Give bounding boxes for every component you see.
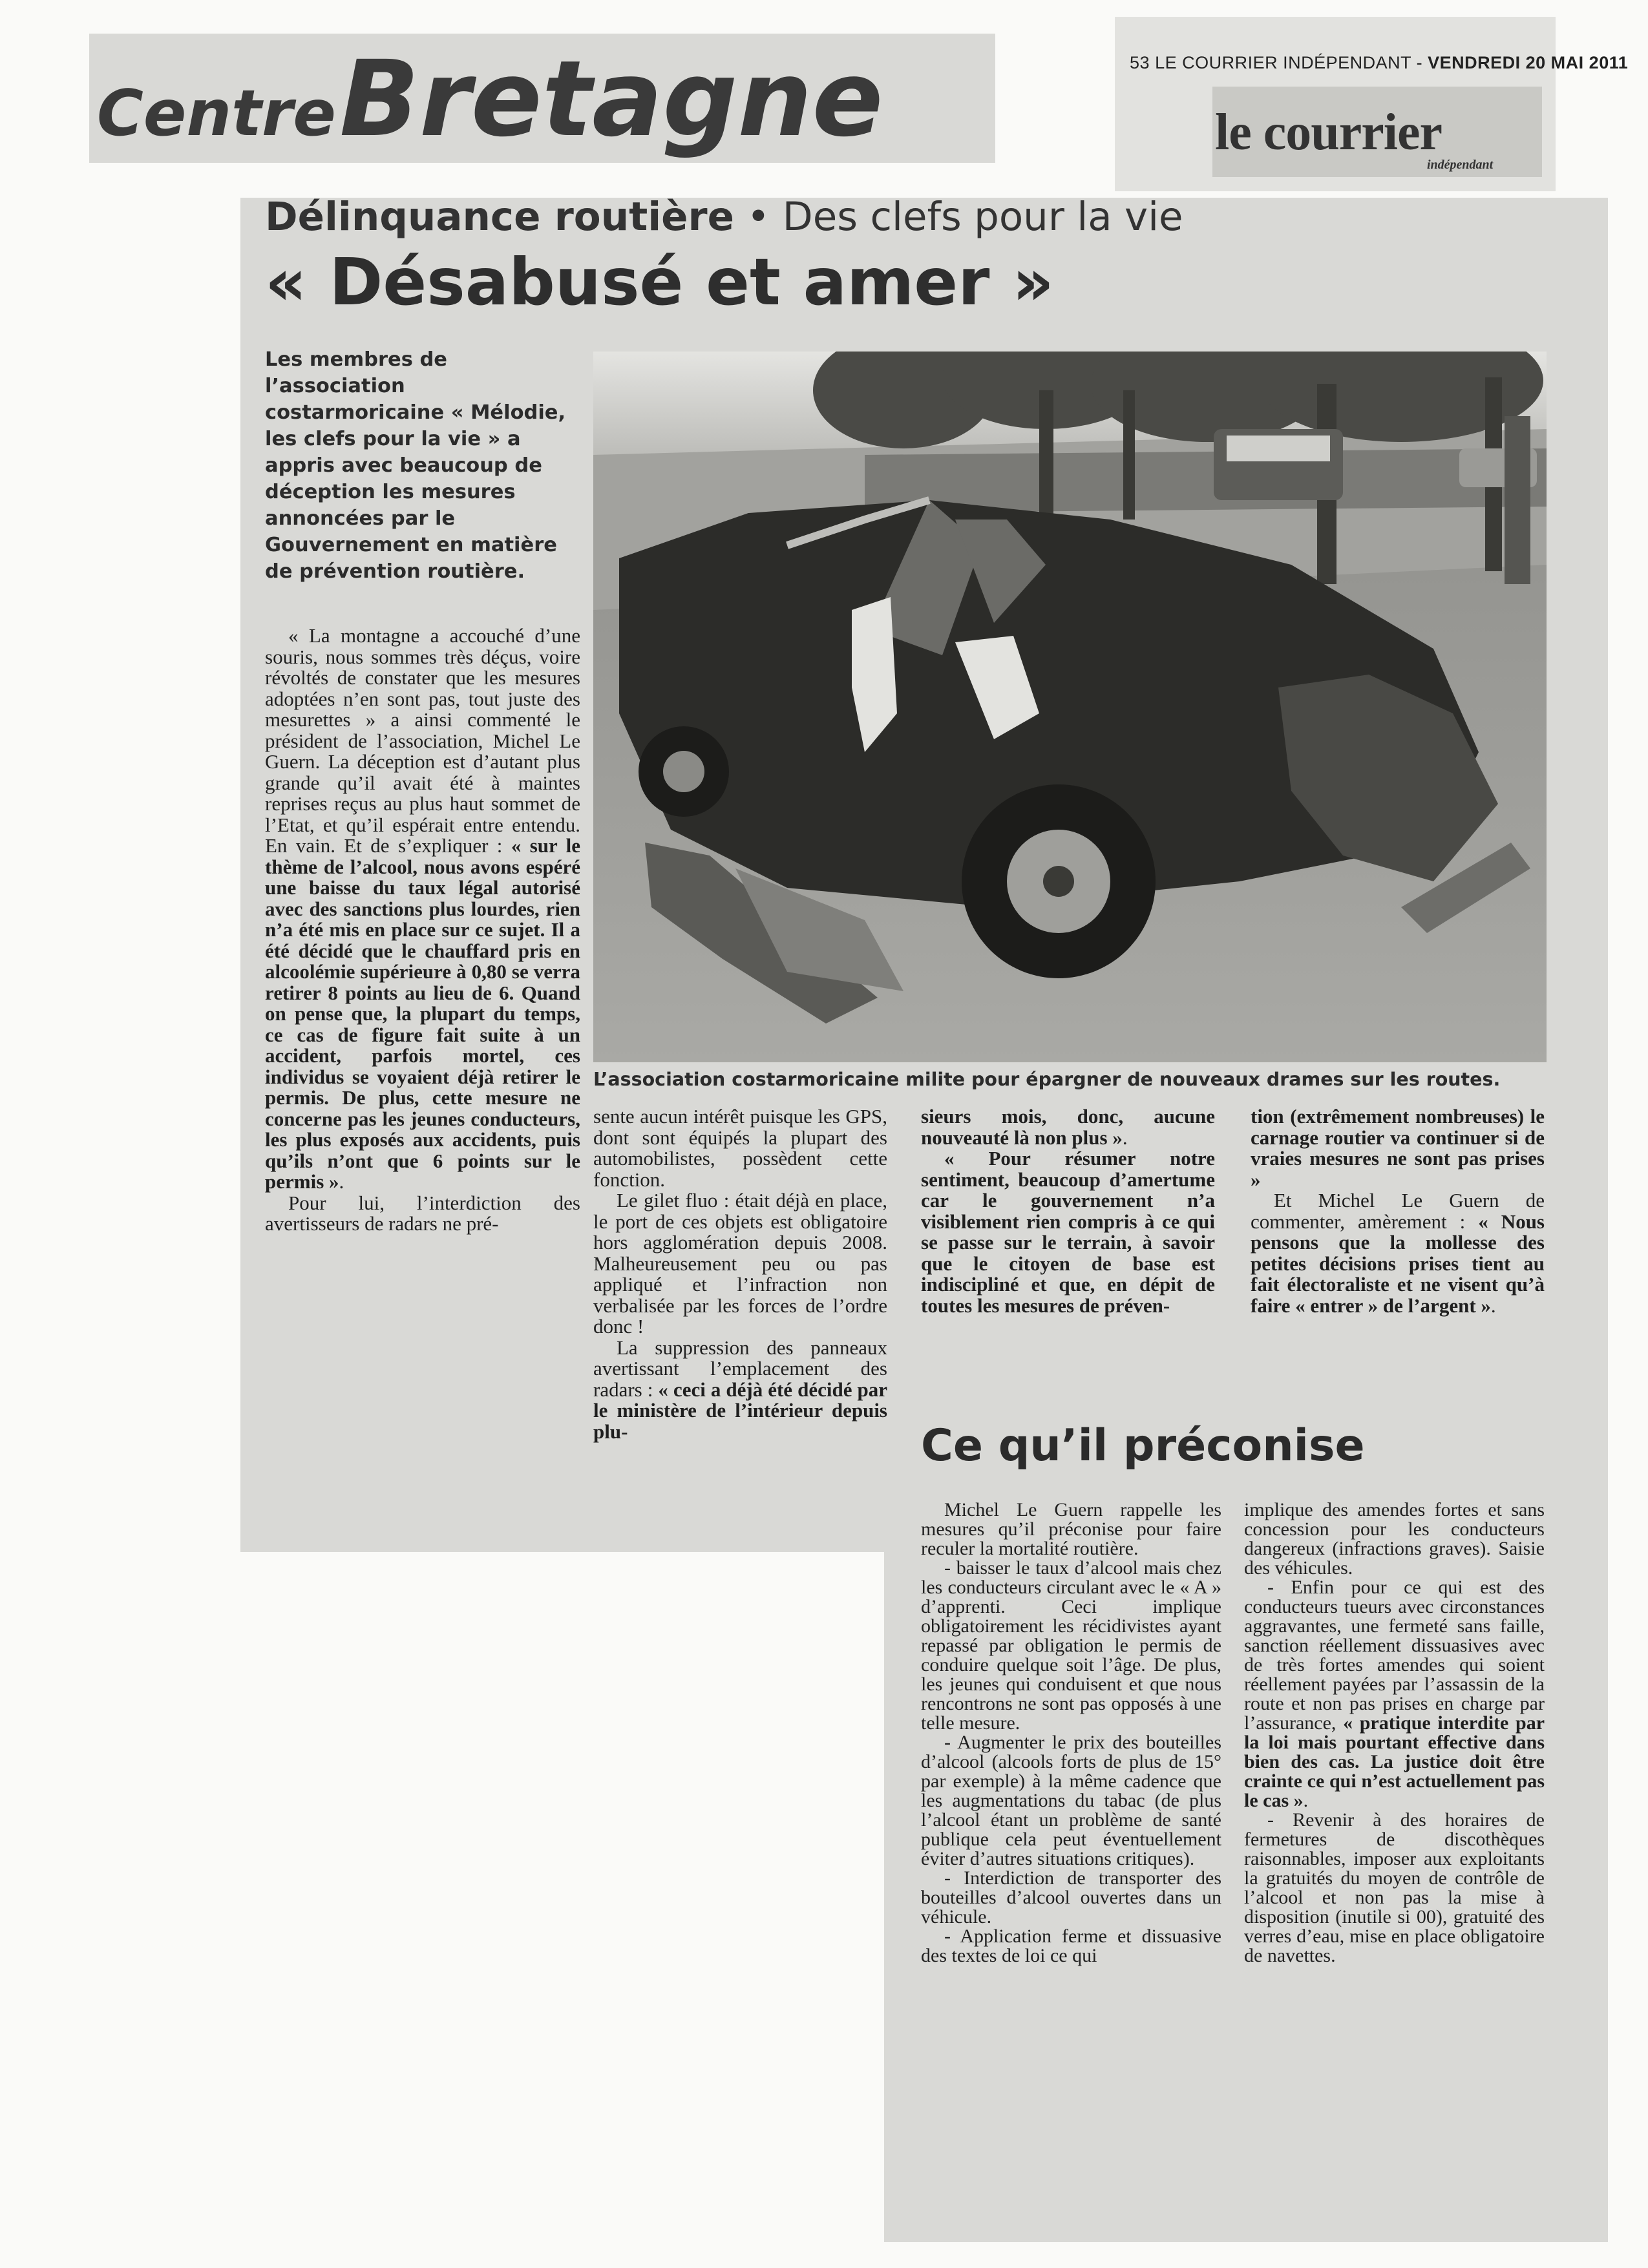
section-title-big: Bretagne — [339, 39, 883, 160]
paragraph-end: . — [1122, 1126, 1128, 1149]
text-column-4 — [1251, 1106, 1545, 1316]
paragraph: - baisser le taux d’alcool mais chez les conducteurs circulant avec le « A » d’apprenti. Ceci implique obligatoirement les récidivistes ayant repassé par obligation le permis de conduire quelque soit l’âge. De plus, les jeunes qui conduisent et que nous rencontrons ne sont pas opposés à une telle mesure. — [921, 1557, 1221, 1734]
paragraph: - Revenir à des horaires de fermetures de discothèques raisonnables, imposer aux exploitants la gratuités du moyen de contrôle de l’alcool et non pas la mise à disposition (inutile si 00), gratuité des verres d’eau, mise en place obligatoire de navettes. — [1244, 1809, 1545, 1966]
paragraph — [1251, 1190, 1545, 1316]
publication-line: LE COURRIER INDÉPENDANT - — [1155, 53, 1428, 72]
paragraph-quote: « sur le thème de l’alcool, nous avons espéré une baisse du taux légal autorisé avec des sanctions plus lourdes, rien n’a été mis en place sur ce sujet. Il a été décidé que le chauffard pris en alcoolémie supérieure à 0,80 se verra retirer 8 points au lieu de 6. Quand on pense que, la plupart du temps, ce cas de figure fait suite à un accident, parfois mortel, ces individus se voyaient déjà retirer le permis. De plus, cette mesure ne concerne pas les jeunes conducteurs, les plus exposés aux accidents, puis qu’ils n’ont que 6 points sur le permis » — [265, 834, 580, 1193]
publication-date: VENDREDI 20 MAI 2011 — [1428, 53, 1629, 72]
paragraph-end: . — [1303, 1790, 1309, 1811]
newspaper-logo-sub: indépendant — [1427, 158, 1494, 172]
paragraph-text: Et Michel Le Guern de commenter, amèrement : — [1251, 1189, 1545, 1233]
paragraph: Pour lui, l’interdiction des avertisseurs de radars ne pré- — [265, 1191, 580, 1235]
text-column-5 — [921, 1500, 1221, 1966]
text-column-1 — [265, 625, 580, 1235]
article-lead: Les membres de l’association costarmoricaine « Mélodie, les clefs pour la vie » a appris avec beaucoup de déception les mesures annoncées par le Gouvernement en matière de prévention routière. — [265, 348, 566, 583]
paragraph: implique des amendes fortes et sans concession pour les conducteurs dangereux (infractions graves). Saisie des véhicules. — [1244, 1499, 1545, 1579]
section-title-small: Centre — [97, 77, 336, 151]
paragraph — [1251, 1106, 1545, 1190]
paragraph-quote: tion (extrêmement nombreuses) le carnage routier va continuer si de vraies mesures ne sont pas prises » — [1251, 1105, 1545, 1191]
paragraph-end: . — [1490, 1294, 1496, 1317]
paragraph-quote: « Nous pensons que la mollesse des petites décisions prises tient au fait électoraliste et ne visent qu’à faire « entrer » de l’argent » — [1251, 1210, 1545, 1317]
wrecked-car-photo — [593, 352, 1547, 1062]
paragraph — [593, 1338, 887, 1443]
paragraph-text: - Enfin pour ce qui est des conducteurs tueurs avec circonstances aggravantes, une fermeté sans faille, sanction réellement dissuasives avec de très fortes amendes qui soient réellement payées par l’assassin de la route et non pas prises en charge par l’assurance, — [1244, 1577, 1545, 1734]
paragraph-quote: « ceci a déjà été décidé par le ministère de l’intérieur depuis plu- — [593, 1378, 887, 1443]
section-header — [97, 39, 883, 160]
page-number: 53 — [1130, 53, 1150, 72]
paragraph: - Application ferme et dissuasive des textes de loi ce qui — [921, 1926, 1221, 1966]
paragraph-quote: sieurs mois, donc, aucune nouveauté là non plus » — [921, 1105, 1215, 1149]
section-subhead: Ce qu’il préconise — [921, 1420, 1365, 1471]
paragraph-end: . — [339, 1170, 344, 1193]
newspaper-logo: le courrier — [1215, 104, 1442, 161]
paragraph-quote: « pratique interdite par la loi mais pourtant effective dans bien des cas. La justice doit être crainte ce qui n’est actuellement pas le cas » — [1244, 1712, 1545, 1811]
text-column-3 — [921, 1106, 1215, 1316]
text-column-6 — [1244, 1500, 1545, 1966]
kicker-topic: Délinquance routière — [265, 194, 735, 240]
kicker-bullet: • — [746, 194, 770, 240]
paragraph-text: « La montagne a accouché d’une souris, nous sommes très déçus, voire révoltés de constater que les mesures adoptées n’en sont pas, tout juste des mesurettes » a ainsi commenté le président de l’association, Michel Le Guern. La déception est d’autant plus grande qu’il avait été à maintes reprises reçus au plus haut sommet de l’Etat, et qu’il espérait entre entendu. En vain. Et de s’expliquer : — [265, 624, 580, 857]
text-column-2 — [593, 1106, 887, 1442]
article-kicker — [265, 194, 1183, 240]
paragraph: - Augmenter le prix des bouteilles d’alcool (alcools forts de plus de 15° par exemple) à la même cadence que les augmentations du tabac (de plus l’alcool étant un problème de santé publique cela peut éventuellement éviter d’autres situations critiques). — [921, 1732, 1221, 1869]
paragraph — [1244, 1578, 1545, 1811]
date-line — [1130, 53, 1628, 73]
paragraph: - Interdiction de transporter des bouteilles d’alcool ouvertes dans un véhicule. — [921, 1867, 1221, 1927]
paragraph — [921, 1148, 1215, 1316]
paragraph — [265, 625, 580, 1193]
paragraph-text: La suppression des panneaux avertissant l’emplacement des radars : — [593, 1336, 887, 1401]
kicker-series: Des clefs pour la vie — [782, 194, 1183, 240]
article-headline: « Désabusé et amer » — [265, 244, 1054, 320]
paragraph: sente aucun intérêt puisque les GPS, dont sont équipés la plupart des automobilistes, possèdent cette fonction. — [593, 1105, 887, 1191]
paragraph — [921, 1106, 1215, 1148]
photo-caption: L’association costarmoricaine milite pour épargner de nouveaux drames sur les routes. — [593, 1069, 1501, 1090]
wrecked-car-illustration — [593, 352, 1547, 1062]
paragraph: Michel Le Guern rappelle les mesures qu’il préconise pour faire reculer la mortalité routière. — [921, 1499, 1221, 1559]
paragraph: Le gilet fluo : était déjà en place, le port de ces objets est obligatoire hors agglomération depuis 2008. Malheureusement peu ou pas appliqué et l’infraction non verbalisée par les forces de l’ordre donc ! — [593, 1189, 887, 1338]
paragraph-quote: « Pour résumer notre sentiment, beaucoup d’amertume car le gouvernement n’a visiblement rien compris à ce qui se passe sur le terrain, à savoir que le citoyen de base est indiscipliné et que, en dépit de toutes les mesures de préven- — [921, 1147, 1215, 1317]
